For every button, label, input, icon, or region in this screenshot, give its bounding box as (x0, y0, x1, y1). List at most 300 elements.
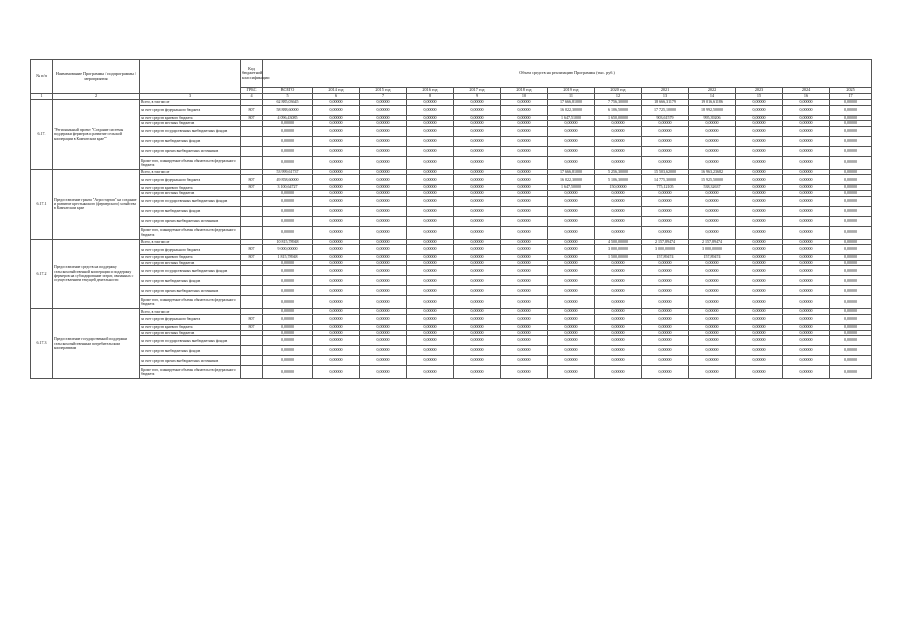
amount-cell: 0,00000 (736, 185, 783, 191)
amount-cell: 1 647,51000 (548, 115, 595, 121)
amount-cell: 10 815,78948 (263, 239, 313, 245)
amount-cell: 17 725,10000 (642, 105, 689, 115)
grbs-code: 807 (241, 245, 263, 255)
amount-cell: 3 000,00000 (642, 245, 689, 255)
amount-cell: 0,00000 (501, 100, 548, 106)
funding-source-label: за счет средств краевого бюджета (140, 324, 241, 330)
funding-source-label: за счет средств государственных внебюджетных фондов (140, 126, 241, 136)
table-row (31, 216, 872, 226)
amount-cell: 0,00000 (830, 156, 872, 169)
amount-cell: 0,00000 (595, 309, 642, 315)
amount-cell: 0,00000 (501, 185, 548, 191)
amount-cell: 0,00000 (830, 266, 872, 276)
amount-cell: 0,00000 (407, 276, 454, 286)
amount-cell: 0,00000 (360, 309, 407, 315)
amount-cell: 0,00000 (501, 255, 548, 261)
amount-cell: 0,00000 (830, 330, 872, 336)
amount-cell: 0,00000 (360, 175, 407, 185)
grbs-code: 807 (241, 115, 263, 121)
amount-cell: 0,00000 (689, 286, 736, 296)
amount-cell: 0,00000 (642, 136, 689, 146)
grbs-code (241, 276, 263, 286)
amount-cell: 0,00000 (501, 146, 548, 156)
amount-cell: 0,00000 (360, 296, 407, 309)
amount-cell: 0,00000 (360, 121, 407, 127)
funding-source-label: Всего, в том числе (140, 239, 241, 245)
grbs-code (241, 356, 263, 366)
amount-cell: 0,00000 (783, 216, 830, 226)
amount-cell: 17 666,81000 (548, 100, 595, 106)
amount-cell: 0,00000 (736, 136, 783, 146)
amount-cell: 0,00000 (263, 296, 313, 309)
table-row (31, 105, 872, 115)
amount-cell: 0,00000 (642, 330, 689, 336)
grbs-code (241, 206, 263, 216)
amount-cell: 0,00000 (595, 356, 642, 366)
amount-cell: 0,00000 (407, 146, 454, 156)
amount-cell: 0,00000 (783, 314, 830, 324)
grbs-code (241, 296, 263, 309)
column-number: 14 (689, 94, 736, 100)
amount-cell: 0,00000 (407, 324, 454, 330)
grbs-code: 807 (241, 105, 263, 115)
amount-cell: 0,00000 (736, 356, 783, 366)
amount-cell: 0,00000 (595, 126, 642, 136)
amount-cell: 0,00000 (407, 309, 454, 315)
amount-cell: 0,00000 (830, 206, 872, 216)
amount-cell: 0,00000 (407, 286, 454, 296)
amount-cell: 775,12105 (642, 185, 689, 191)
amount-cell: 0,00000 (595, 121, 642, 127)
amount-cell: 0,00000 (360, 239, 407, 245)
amount-cell: 0,00000 (360, 185, 407, 191)
header-year: 2016 год (407, 88, 454, 94)
funding-source-label: Кроме того, планируемые объемы обязательств федерального бюджета (140, 226, 241, 239)
amount-cell: 0,00000 (736, 196, 783, 206)
amount-cell: 0,00000 (830, 196, 872, 206)
amount-cell: 0,00000 (595, 314, 642, 324)
amount-cell: 0,00000 (595, 346, 642, 356)
amount-cell: 0,00000 (407, 260, 454, 266)
amount-cell: 0,00000 (501, 260, 548, 266)
amount-cell: 0,00000 (642, 126, 689, 136)
table-row (31, 266, 872, 276)
amount-cell: 0,00000 (454, 206, 501, 216)
amount-cell: 0,00000 (595, 276, 642, 286)
amount-cell: 0,00000 (313, 266, 360, 276)
amount-cell: 0,00000 (548, 255, 595, 261)
amount-cell: 0,00000 (736, 115, 783, 121)
amount-cell: 0,00000 (783, 185, 830, 191)
amount-cell: 0,00000 (360, 190, 407, 196)
program-name: Предоставление средств на поддержку сельскохозяйственной кооперации и поддержку фермеров на субсидирование затрат, связанных с осуществлением текущей деятельности (53, 239, 140, 309)
amount-cell: 1 500,00000 (595, 255, 642, 261)
amount-cell: 0,00000 (501, 121, 548, 127)
amount-cell: 0,00000 (689, 146, 736, 156)
table-row (31, 336, 872, 346)
amount-cell: 0,00000 (313, 206, 360, 216)
grbs-code: 807 (241, 185, 263, 191)
header-year: 2023 (736, 88, 783, 94)
amount-cell: 0,00000 (454, 156, 501, 169)
amount-cell: 0,00000 (263, 330, 313, 336)
amount-cell: 0,00000 (454, 245, 501, 255)
amount-cell: 0,00000 (783, 226, 830, 239)
amount-cell: 0,00000 (736, 330, 783, 336)
amount-cell: 0,00000 (783, 105, 830, 115)
table-row (31, 126, 872, 136)
amount-cell: 1 650,00000 (595, 115, 642, 121)
grbs-code (241, 336, 263, 346)
amount-cell: 0,00000 (454, 330, 501, 336)
amount-cell: 0,00000 (830, 346, 872, 356)
table-row (31, 206, 872, 216)
amount-cell: 0,00000 (642, 206, 689, 216)
amount-cell: 0,00000 (642, 260, 689, 266)
amount-cell: 0,00000 (548, 156, 595, 169)
amount-cell: 0,00000 (736, 156, 783, 169)
amount-cell: 0,00000 (783, 169, 830, 175)
amount-cell: 18 992,50000 (689, 105, 736, 115)
table-row (31, 356, 872, 366)
amount-cell: 0,00000 (263, 146, 313, 156)
header-grbs: ГРБС (241, 88, 263, 94)
amount-cell: 0,00000 (548, 330, 595, 336)
table-row (31, 156, 872, 169)
amount-cell: 0,00000 (548, 146, 595, 156)
amount-cell: 0,00000 (407, 226, 454, 239)
grbs-code (241, 226, 263, 239)
amount-cell: 19 016,61186 (689, 100, 736, 106)
amount-cell: 0,00000 (783, 296, 830, 309)
amount-cell: 0,00000 (689, 216, 736, 226)
amount-cell: 0,00000 (360, 105, 407, 115)
amount-cell: 0,00000 (736, 216, 783, 226)
amount-cell: 0,00000 (313, 276, 360, 286)
amount-cell: 0,00000 (407, 245, 454, 255)
amount-cell: 0,00000 (501, 296, 548, 309)
column-number: 8 (407, 94, 454, 100)
amount-cell: 0,00000 (548, 226, 595, 239)
amount-cell: 0,00000 (454, 216, 501, 226)
header-year: 2025 (830, 88, 872, 94)
amount-cell: 0,00000 (263, 336, 313, 346)
amount-cell: 0,00000 (407, 336, 454, 346)
header-year: 2018 год (501, 88, 548, 94)
amount-cell: 0,00000 (548, 366, 595, 379)
amount-cell: 3 100,64727 (263, 185, 313, 191)
column-number: 15 (736, 94, 783, 100)
amount-cell: 0,00000 (548, 324, 595, 330)
amount-cell: 0,00000 (642, 266, 689, 276)
amount-cell: 0,00000 (501, 276, 548, 286)
amount-cell: 0,00000 (407, 356, 454, 366)
grbs-code (241, 216, 263, 226)
amount-cell: 0,00000 (501, 206, 548, 216)
amount-cell: 0,00000 (830, 366, 872, 379)
amount-cell: 0,00000 (783, 336, 830, 346)
amount-cell: 0,00000 (642, 226, 689, 239)
amount-cell: 0,00000 (830, 260, 872, 266)
amount-cell: 0,00000 (736, 324, 783, 330)
table-row (31, 175, 872, 185)
amount-cell: 0,00000 (595, 266, 642, 276)
amount-cell: 0,00000 (736, 286, 783, 296)
amount-cell: 0,00000 (454, 366, 501, 379)
amount-cell: 0,00000 (407, 126, 454, 136)
amount-cell: 0,00000 (642, 309, 689, 315)
amount-cell: 0,00000 (263, 366, 313, 379)
funding-source-label: за счет средств федерального бюджета (140, 245, 241, 255)
table-row (31, 136, 872, 146)
amount-cell: 0,00000 (454, 255, 501, 261)
amount-cell: 538,32637 (689, 185, 736, 191)
amount-cell: 0,00000 (313, 115, 360, 121)
amount-cell: 0,00000 (736, 346, 783, 356)
funding-source-label: за счет средств прочих внебюджетных источников (140, 146, 241, 156)
amount-cell: 0,00000 (548, 309, 595, 315)
amount-cell: 0,00000 (313, 226, 360, 239)
amount-cell: 0,00000 (501, 239, 548, 245)
amount-cell: 0,00000 (501, 169, 548, 175)
amount-cell: 0,00000 (313, 196, 360, 206)
amount-cell: 0,00000 (501, 266, 548, 276)
column-number: 17 (830, 94, 872, 100)
amount-cell: 0,00000 (783, 346, 830, 356)
amount-cell: 0,00000 (407, 366, 454, 379)
amount-cell: 157,89474 (689, 255, 736, 261)
amount-cell: 0,00000 (689, 266, 736, 276)
amount-cell: 0,00000 (548, 276, 595, 286)
table-row (31, 196, 872, 206)
amount-cell: 0,00000 (689, 366, 736, 379)
amount-cell: 0,00000 (783, 276, 830, 286)
amount-cell: 0,00000 (736, 245, 783, 255)
amount-cell: 0,00000 (263, 314, 313, 324)
amount-cell: 0,00000 (830, 216, 872, 226)
program-name: Предоставление гранта "Агростартап" на создание и развитие крестьянского (фермерского) хозяйства в Камчатском крае (53, 169, 140, 239)
amount-cell: 0,00000 (689, 190, 736, 196)
amount-cell: 0,00000 (360, 100, 407, 106)
amount-cell: 0,00000 (313, 216, 360, 226)
amount-cell: 0,00000 (642, 121, 689, 127)
amount-cell: 0,00000 (548, 206, 595, 216)
amount-cell: 0,00000 (313, 136, 360, 146)
column-number: 6 (313, 94, 360, 100)
funding-source-label: за счет средств федерального бюджета (140, 175, 241, 185)
amount-cell: 0,00000 (407, 169, 454, 175)
header-year: 2020 год (595, 88, 642, 94)
column-number: 7 (360, 94, 407, 100)
grbs-code (241, 136, 263, 146)
amount-cell: 0,00000 (830, 245, 872, 255)
funding-source-label: за счет средств государственных внебюджетных фондов (140, 196, 241, 206)
amount-cell: 0,00000 (736, 206, 783, 216)
amount-cell: 0,00000 (689, 156, 736, 169)
amount-cell: 0,00000 (454, 185, 501, 191)
grbs-code (241, 266, 263, 276)
amount-cell: 0,00000 (642, 286, 689, 296)
amount-cell: 0,00000 (407, 346, 454, 356)
amount-cell: 0,00000 (501, 346, 548, 356)
amount-cell: 0,00000 (689, 346, 736, 356)
amount-cell: 0,00000 (736, 100, 783, 106)
amount-cell: 0,00000 (548, 136, 595, 146)
amount-cell: 0,00000 (360, 146, 407, 156)
amount-cell: 0,00000 (736, 190, 783, 196)
amount-cell: 0,00000 (454, 190, 501, 196)
amount-cell: 0,00000 (830, 286, 872, 296)
amount-cell: 15 925,50000 (689, 175, 736, 185)
row-number: 6.17.2 (31, 239, 53, 309)
amount-cell: 0,00000 (263, 136, 313, 146)
amount-cell: 0,00000 (736, 169, 783, 175)
amount-cell: 150,00000 (595, 185, 642, 191)
amount-cell: 0,00000 (407, 136, 454, 146)
amount-cell: 0,00000 (783, 260, 830, 266)
amount-cell: 5 256,30000 (595, 169, 642, 175)
column-number: 3 (140, 94, 241, 100)
amount-cell: 0,00000 (642, 216, 689, 226)
amount-cell: 0,00000 (313, 286, 360, 296)
funding-source-label: за счет средств прочих внебюджетных источников (140, 356, 241, 366)
amount-cell: 0,00000 (454, 226, 501, 239)
funding-source-label: Кроме того, планируемые объемы обязательств федерального бюджета (140, 296, 241, 309)
amount-cell: 0,00000 (736, 255, 783, 261)
amount-cell: 0,00000 (313, 336, 360, 346)
amount-cell: 0,00000 (454, 324, 501, 330)
funding-source-label: за счет средств местных бюджетов (140, 121, 241, 127)
program-funding-table (30, 59, 872, 379)
amount-cell: 0,00000 (642, 276, 689, 286)
amount-cell: 4 500,00000 (595, 239, 642, 245)
funding-source-label: Всего, в том числе (140, 169, 241, 175)
amount-cell: 0,00000 (360, 216, 407, 226)
amount-cell: 157,89474 (642, 255, 689, 261)
amount-cell: 0,00000 (689, 356, 736, 366)
amount-cell: 0,00000 (548, 239, 595, 245)
amount-cell: 0,00000 (595, 216, 642, 226)
amount-cell: 0,00000 (407, 314, 454, 324)
amount-cell: 0,00000 (454, 276, 501, 286)
amount-cell: 0,00000 (642, 296, 689, 309)
amount-cell: 0,00000 (830, 175, 872, 185)
amount-cell: 0,00000 (263, 309, 313, 315)
amount-cell: 0,00000 (407, 239, 454, 245)
amount-cell: 0,00000 (830, 226, 872, 239)
amount-cell: 0,00000 (501, 356, 548, 366)
header-year: 2022 (689, 88, 736, 94)
amount-cell: 16 963,23682 (689, 169, 736, 175)
amount-cell: 0,00000 (595, 226, 642, 239)
header-year: 2024 (783, 88, 830, 94)
funding-source-label: за счет средств краевого бюджета (140, 255, 241, 261)
amount-cell: 0,00000 (454, 260, 501, 266)
amount-cell: 0,00000 (736, 239, 783, 245)
amount-cell: 0,00000 (360, 266, 407, 276)
amount-cell: 0,00000 (783, 356, 830, 366)
header-source (140, 60, 241, 94)
amount-cell: 0,00000 (360, 255, 407, 261)
amount-cell: 16 022,30000 (548, 105, 595, 115)
amount-cell: 0,00000 (548, 296, 595, 309)
amount-cell: 0,00000 (642, 366, 689, 379)
amount-cell: 0,00000 (830, 296, 872, 309)
amount-cell: 0,00000 (830, 115, 872, 121)
amount-cell: 0,00000 (548, 126, 595, 136)
grbs-code (241, 146, 263, 156)
grbs-code: 807 (241, 314, 263, 324)
table-row (31, 245, 872, 255)
amount-cell: 0,00000 (830, 314, 872, 324)
amount-cell: 4 096,43085 (263, 115, 313, 121)
amount-cell: 0,00000 (736, 126, 783, 136)
amount-cell: 0,00000 (830, 105, 872, 115)
column-number: 13 (642, 94, 689, 100)
amount-cell: 0,00000 (830, 276, 872, 286)
amount-cell: 0,00000 (642, 324, 689, 330)
amount-cell: 0,00000 (548, 356, 595, 366)
table-row (31, 286, 872, 296)
amount-cell: 0,00000 (783, 126, 830, 136)
header-year: ВСЕГО (263, 88, 313, 94)
amount-cell: 0,00000 (830, 169, 872, 175)
amount-cell: 0,00000 (830, 324, 872, 330)
amount-cell: 0,00000 (313, 346, 360, 356)
amount-cell: 0,00000 (454, 126, 501, 136)
funding-source-label: за счет средств федерального бюджета (140, 314, 241, 324)
amount-cell: 0,00000 (313, 175, 360, 185)
amount-cell: 0,00000 (548, 314, 595, 324)
funding-source-label: Кроме того, планируемые объемы обязательств федерального бюджета (140, 156, 241, 169)
amount-cell: 0,00000 (454, 136, 501, 146)
amount-cell: 0,00000 (263, 260, 313, 266)
amount-cell: 53 999,61737 (263, 169, 313, 175)
table-row (31, 296, 872, 309)
column-number: 1 (31, 94, 53, 100)
amount-cell: 0,00000 (642, 314, 689, 324)
funding-source-label: за счет средств внебюджетных фондов (140, 136, 241, 146)
amount-cell: 0,00000 (313, 356, 360, 366)
amount-cell: 0,00000 (736, 146, 783, 156)
amount-cell: 0,00000 (454, 115, 501, 121)
funding-source-label: за счет средств прочих внебюджетных источников (140, 216, 241, 226)
amount-cell: 0,00000 (313, 105, 360, 115)
amount-cell: 0,00000 (360, 330, 407, 336)
amount-cell: 0,00000 (783, 255, 830, 261)
amount-cell: 0,00000 (548, 245, 595, 255)
amount-cell: 0,00000 (501, 314, 548, 324)
amount-cell: 0,00000 (313, 190, 360, 196)
amount-cell: 0,00000 (313, 185, 360, 191)
amount-cell: 0,00000 (689, 260, 736, 266)
amount-cell: 0,00000 (407, 196, 454, 206)
amount-cell: 0,00000 (501, 136, 548, 146)
amount-cell: 0,00000 (263, 356, 313, 366)
amount-cell: 0,00000 (548, 346, 595, 356)
table-row (31, 146, 872, 156)
amount-cell: 0,00000 (689, 336, 736, 346)
amount-cell: 0,00000 (689, 276, 736, 286)
row-number: 6.17.1 (31, 169, 53, 239)
grbs-code (241, 346, 263, 356)
amount-cell: 0,00000 (783, 196, 830, 206)
header-year: 2021 (642, 88, 689, 94)
amount-cell: 0,00000 (736, 366, 783, 379)
amount-cell: 0,00000 (736, 266, 783, 276)
amount-cell: 0,00000 (736, 276, 783, 286)
header-year: 2015 год (360, 88, 407, 94)
